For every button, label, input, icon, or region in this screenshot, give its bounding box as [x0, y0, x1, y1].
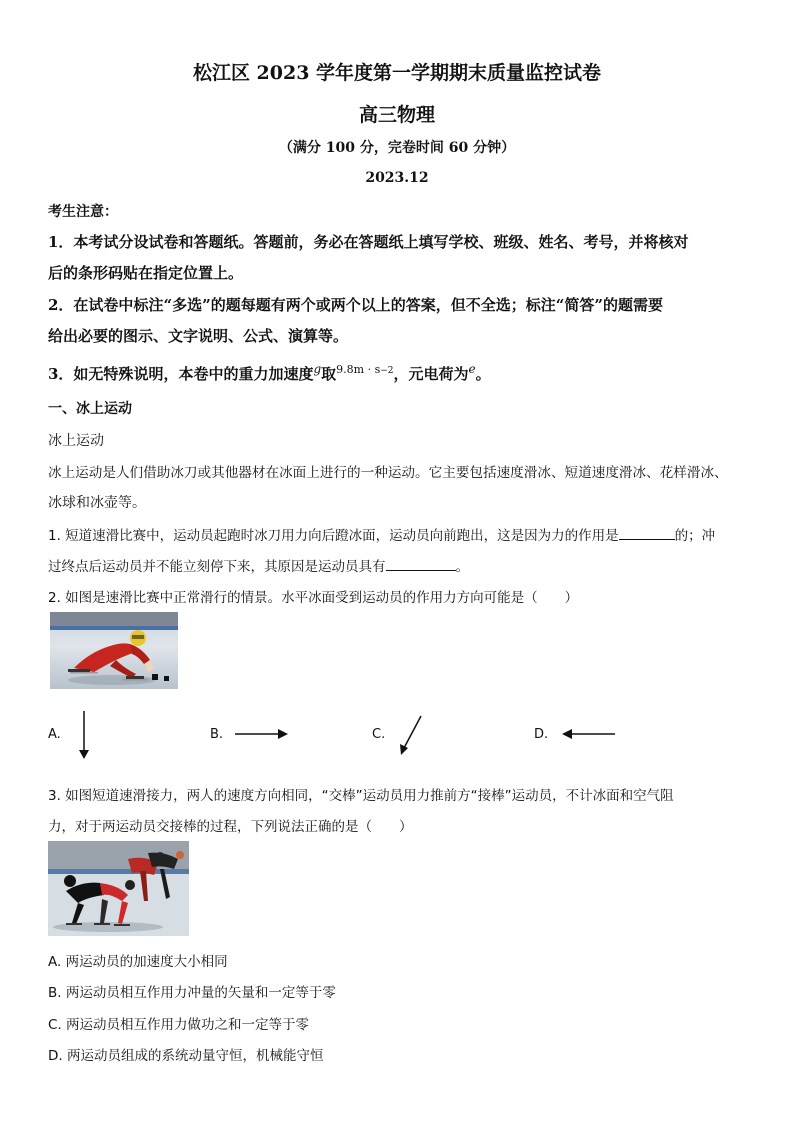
q3-option-b[interactable]: B. 两运动员相互作用力冲量的矢量和一定等于零: [48, 985, 336, 1001]
q3-option-a[interactable]: A. 两运动员的加速度大小相同: [48, 954, 228, 970]
section-intro-line-b: 冰球和冰壶等。: [48, 495, 146, 511]
q3-stem-line-b: 力，对于两运动员交接棒的过程，下列说法正确的是（ ）: [48, 819, 413, 835]
score-info: （满分 100 分，完卷时间 60 分钟）: [278, 140, 516, 156]
q1-blank-2[interactable]: [386, 558, 456, 571]
q2-option-d-label[interactable]: D.: [534, 727, 549, 742]
note-2-line-b: 给出必要的图示、文字说明、公式、演算等。: [48, 327, 349, 345]
exam-date: 2023.12: [365, 170, 429, 186]
arrow-down-left-icon: [398, 714, 424, 756]
section-heading: 一、冰上运动: [48, 401, 132, 417]
q2-option-b-label[interactable]: B.: [210, 727, 224, 742]
exam-subtitle: 高三物理: [358, 104, 435, 126]
q2-stem: 2. 如图是速滑比赛中正常滑行的情景。水平冰面受到运动员的作用力方向可能是（ ）: [48, 590, 579, 606]
q2-option-c-label[interactable]: C.: [372, 727, 386, 742]
q1-line-b: 过终点后运动员并不能立刻停下来，其原因是运动员具有 。: [48, 559, 469, 575]
arrow-left-icon: [560, 727, 616, 741]
note-2-line-a: 2．在试卷中标注“多选”的题每题有两个或两个以上的答案，但不全选；标注“简答”的题需要: [48, 296, 663, 314]
exam-title: 松江区 2023 学年度第一学期期末质量监控试卷: [192, 62, 602, 84]
section-intro-line-a: 冰上运动是人们借助冰刀或其他器材在冰面上进行的一种运动。它主要包括速度滑冰、短道速度滑冰、花样滑冰、: [48, 465, 728, 481]
note-1-line-b: 后的条形码贴在指定位置上。: [48, 264, 244, 282]
section-topic: 冰上运动: [48, 433, 104, 449]
notes-heading: 考生注意：: [48, 204, 118, 220]
q1-blank-1[interactable]: [619, 527, 675, 540]
q3-option-d[interactable]: D. 两运动员组成的系统动量守恒，机械能守恒: [48, 1048, 324, 1064]
q2-option-a-label[interactable]: A.: [48, 727, 61, 742]
speed-skater-photo: [50, 612, 178, 689]
arrow-down-icon: [76, 710, 92, 760]
q3-option-c[interactable]: C. 两运动员相互作用力做功之和一定等于零: [48, 1017, 310, 1033]
q3-stem-line-a: 3. 如图短道速滑接力，两人的速度方向相同，“交棒”运动员用力推前方“接棒”运动员，不计冰面和空气阻: [48, 788, 674, 804]
arrow-right-icon: [234, 727, 290, 741]
q1-line-a: 1. 短道速滑比赛中，运动员起跑时冰刀用力向后蹬冰面，运动员向前跑出，这是因为力的作用是 的；冲: [48, 528, 716, 544]
note-3: 3．如无特殊说明，本卷中的重力加速度$^g$取$^{9.8m \cdot s-2}$，元电荷为$^e$。: [48, 362, 491, 383]
relay-skaters-photo: [48, 841, 189, 936]
note-1-line-a: 1．本考试分设试卷和答题纸。答题前，务必在答题纸上填写学校、班级、姓名、考号，并将核对: [48, 233, 689, 251]
